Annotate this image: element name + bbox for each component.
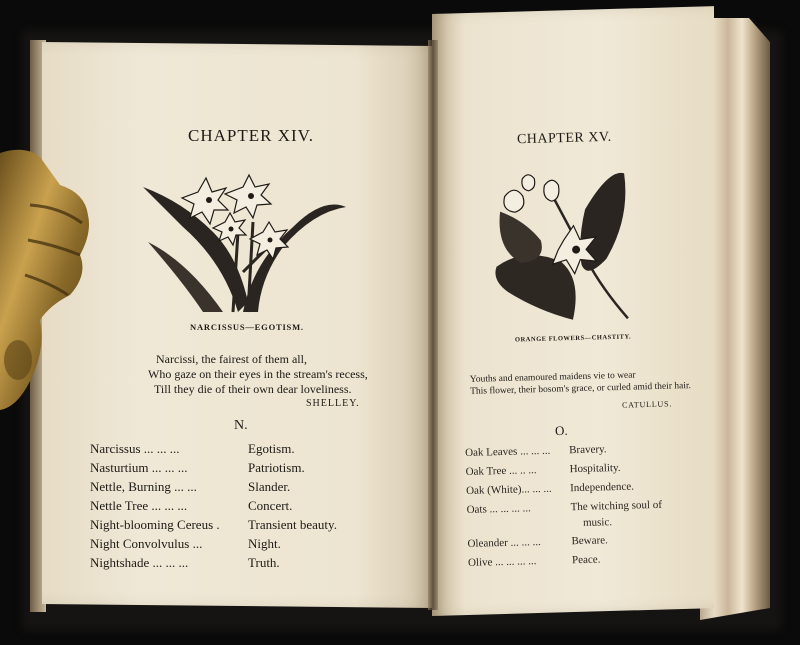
verse-line: This flower, their bosom's grace, or curled amid their hair. — [470, 381, 692, 397]
brass-hand-clip — [0, 145, 95, 410]
flower-meaning: Night. — [248, 536, 281, 551]
flower-name: Night Convolvulus ... — [90, 536, 203, 551]
section-letter-right: O. — [554, 422, 568, 439]
flower-name: Oats ... ... ... ... — [466, 502, 531, 516]
flower-name: Narcissus ... ... ... — [90, 441, 180, 456]
verse-line: Youths and enamoured maidens vie to wear — [469, 370, 636, 385]
chapter-heading-right: CHAPTER XV. — [516, 129, 612, 148]
flower-meaning: Slander. — [248, 479, 291, 494]
flower-name: Oak Tree ... .. ... — [465, 464, 537, 478]
flower-name: Night-blooming Cereus . — [90, 517, 220, 532]
verse-author-left: SHELLEY. — [306, 398, 360, 409]
flower-meaning: The witching soul of — [570, 498, 663, 514]
book-gutter — [428, 40, 438, 610]
flower-meaning: Egotism. — [248, 441, 295, 456]
flower-meaning: Bravery. — [568, 443, 607, 457]
flower-meaning: Truth. — [248, 555, 280, 570]
verse-line: Who gaze on their eyes in the stream's recess, — [148, 367, 368, 381]
flower-name: Nasturtium ... ... ... — [90, 460, 188, 475]
flower-meaning: Patriotism. — [248, 460, 305, 475]
verse-line: Narcissi, the fairest of them all, — [156, 352, 307, 366]
flower-meaning: music. — [582, 516, 613, 529]
flower-name: Oak Leaves ... ... ... — [465, 444, 551, 459]
flower-name: Nettle Tree ... ... ... — [90, 498, 188, 513]
illustration-caption-left: NARCISSUS—EGOTISM. — [190, 322, 304, 332]
flower-meaning: Transient beauty. — [248, 517, 337, 532]
orange-flower-illustration — [484, 168, 638, 324]
chapter-heading-left: CHAPTER XIV. — [188, 126, 314, 145]
flower-name: Nightshade ... ... ... — [90, 555, 189, 570]
flower-meaning: Hospitality. — [569, 461, 621, 476]
flower-name: Oak (White)... ... ... — [465, 482, 552, 497]
narcissus-illustration — [143, 172, 348, 314]
illustration-caption-right: ORANGE FLOWERS—CHASTITY. — [514, 333, 632, 344]
verse-author-right: CATULLUS. — [621, 399, 673, 410]
verse-line: Till they die of their own dear loveliness. — [154, 382, 352, 396]
flower-meaning: Beware. — [571, 534, 608, 548]
flower-name: Olive ... ... ... ... — [467, 555, 537, 569]
flower-meaning: Peace. — [571, 553, 601, 567]
flower-meaning: Concert. — [248, 498, 293, 513]
flower-meaning: Independence. — [569, 480, 635, 495]
section-letter-left: N. — [234, 418, 248, 433]
flower-name: Nettle, Burning ... ... — [90, 479, 197, 494]
verse-left — [148, 352, 368, 397]
flower-name: Oleander ... ... ... — [467, 536, 541, 550]
